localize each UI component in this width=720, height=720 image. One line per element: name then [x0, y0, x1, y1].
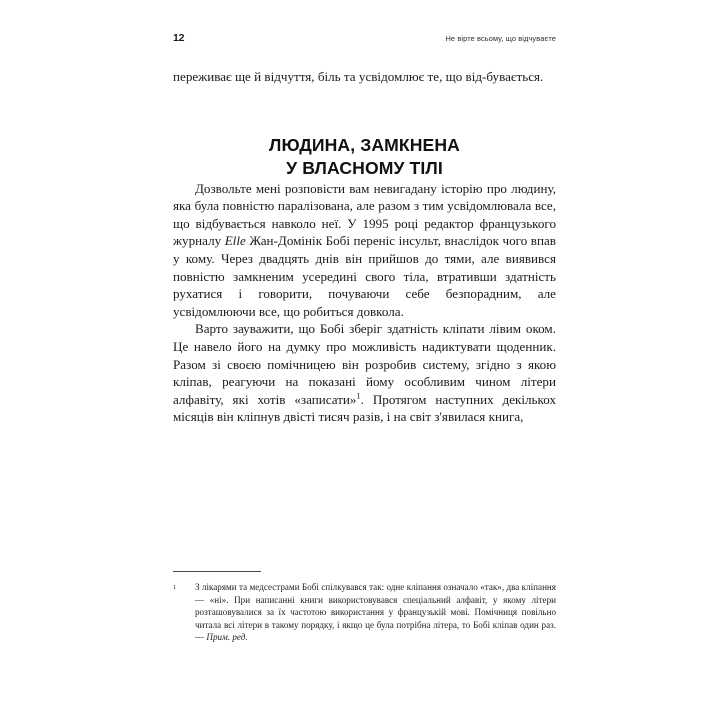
paragraph-1	[173, 180, 556, 321]
text-column	[173, 68, 556, 426]
paragraph-1-text-after-italic: Жан-Домінік Бобі переніс інсульт, внаслідок чого впав у кому. Через двадцять днів він прийшов до тями, але виявився повністю замкненим усередині свого тіла, втративши здатність рухатися і говорити, почуваючи себе безпорадним, але усвідомлюючи все, що робиться довкола.	[173, 233, 556, 319]
paragraph-2	[173, 320, 556, 426]
footnote-reference-marker[interactable]: 1	[356, 391, 361, 401]
chapter-title-line-1: ЛЮДИНА, ЗАМКНЕНА	[269, 134, 460, 155]
footnote-separator-rule	[173, 571, 261, 572]
footnote-area	[173, 571, 556, 644]
footnote-marker: 1	[173, 583, 177, 591]
running-head	[173, 32, 556, 44]
magazine-name-italic: Elle	[224, 233, 246, 249]
paragraph-2-text-before-footnote: Варто зауважити, що Бобі зберіг здатність кліпати лівим оком. Це навело його на думку про можливість надиктувати щоденник. Разом зі своєю помічницею він розробив систему, згідно з якою кліпав, реагуючи на показані йому особливим чином літери алфавіту, які хотів «записати»	[173, 321, 556, 407]
page-number: 12	[173, 32, 185, 44]
paragraph-2-text-after-footnote: . Протягом наступних декількох місяців він кліпнув двісті тисяч разів, і на світ з'явилася книга,	[173, 391, 556, 425]
footnote-item	[173, 581, 556, 644]
continued-paragraph: переживає ще й відчуття, біль та усвідомлює те, що від-бувається.	[173, 69, 544, 84]
chapter-title-line-2: У ВЛАСНОМУ ТІЛІ	[286, 157, 443, 178]
footnote-text	[195, 581, 556, 644]
paragraph-1-text-before-italic: Дозвольте мені розповісти вам невигадану історію про людину, яка була повністю паралізована, але разом з тим усвідомлювала все, що відбувається навколо неї. У 1995 році редактор французького журналу	[173, 180, 556, 249]
footnote-text-body: З лікарями та медсестрами Бобі спілкувався так: одне кліпання означало «так», два кліпання — «ні». При написанні книги використовувався спеціальний алфавіт, у якому літери розташовувалися за їх частотою використання у французькій мові. Помічниця повільно читала всі літери в такому порядку, і якщо це була потрібна літера, то Бобі кліпав один раз. —	[195, 582, 556, 643]
running-title: Не вірте всьому, що відчуваєте	[445, 34, 556, 43]
footnote-attribution: Прим. ред.	[206, 632, 248, 643]
chapter-title	[173, 134, 556, 180]
